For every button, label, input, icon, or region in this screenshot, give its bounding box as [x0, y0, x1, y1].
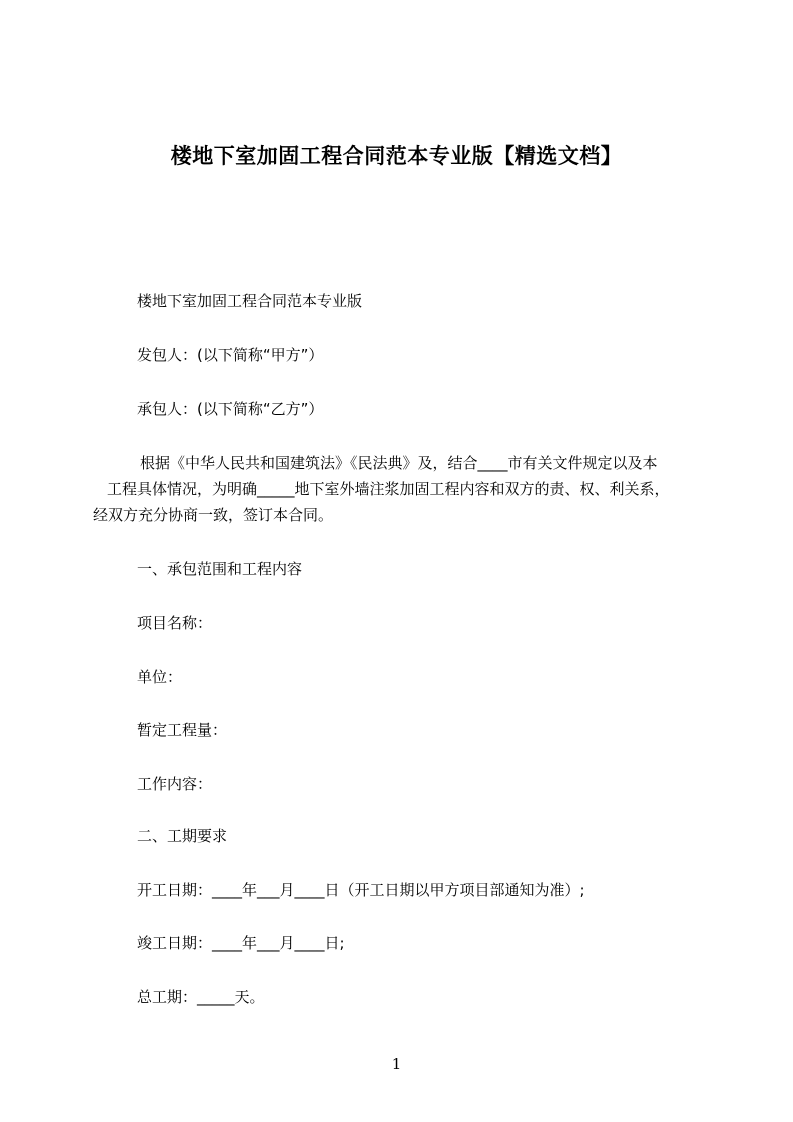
unit-line: 单位： [137, 668, 183, 686]
section-2-title: 二、工期要求 [137, 827, 228, 845]
total-period-line: 总工期：_____天。 [137, 988, 265, 1006]
party-b-line: 承包人：(以下简称“乙方”） [137, 400, 324, 418]
preamble-line-2: 工程具体情况，为明确_____地下室外墙注浆加固工程内容和双方的责、权、利关系， [107, 480, 670, 498]
project-name-line: 项目名称： [137, 614, 213, 632]
start-date-line: 开工日期：____年___月____日（开工日期以甲方项目部通知为准）; [137, 881, 585, 899]
contract-heading: 楼地下室加固工程合同范本专业版 [137, 292, 363, 310]
preamble-line-3: 经双方充分协商一致，签订本合同。 [93, 506, 334, 524]
end-date-line: 竣工日期：____年___月____日; [137, 934, 345, 952]
party-a-line: 发包人：(以下简称“甲方”） [137, 346, 324, 364]
section-1-title: 一、承包范围和工程内容 [137, 560, 303, 578]
preamble-line-1: 根据《中华人民共和国建筑法》《民法典》及，结合____市有关文件规定以及本 [140, 454, 658, 472]
quantity-line: 暂定工程量： [137, 721, 228, 739]
page-number: 1 [391, 1055, 402, 1073]
document-title: 楼地下室加固工程合同范本专业版【精选文档】 [170, 144, 623, 168]
preamble-paragraph [93, 450, 713, 528]
work-content-line: 工作内容： [137, 775, 213, 793]
